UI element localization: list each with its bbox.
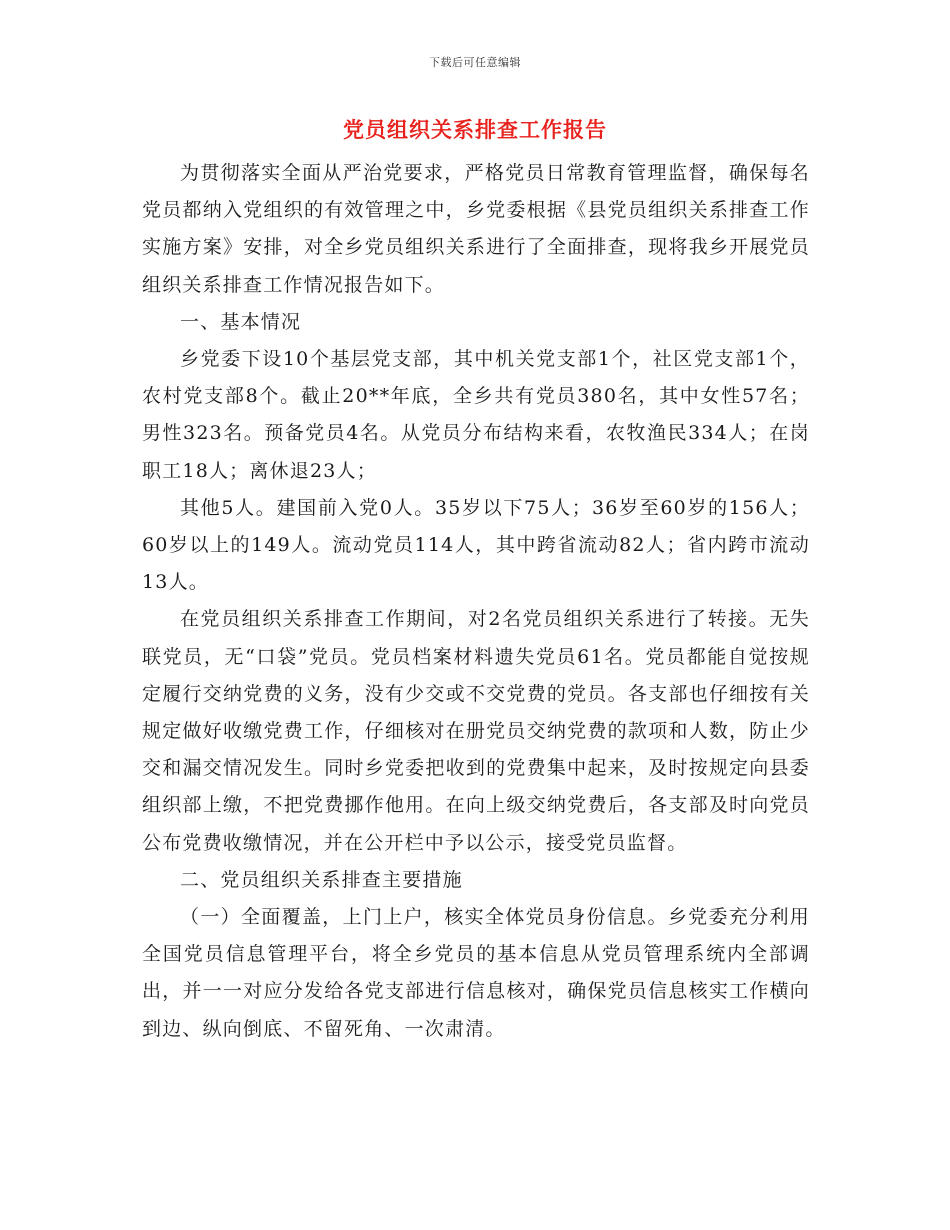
document-title: 党员组织关系排查工作报告 <box>343 117 607 142</box>
header-note: 下载后可任意编辑 <box>429 56 521 69</box>
section-heading-main-measures: 二、党员组织关系排查主要措施 <box>180 868 463 891</box>
document-body <box>142 155 810 1048</box>
section-heading-basic-situation: 一、基本情况 <box>180 310 302 333</box>
measures-paragraph-1: （一）全面覆盖，上门上户，核实全体党员身份信息。乡党委充分利用全国党员信息管理平台，将全乡党员的基本信息从党员管理系统内全部调出，并一一对应分发给各党支部进行信息核对，确保党员信息核实工作横向到边、纵向倒底、不留死角、一次肃清。 <box>142 906 810 1040</box>
basic-situation-paragraph-2: 其他5人。建国前入党0人。35岁以下75人；36岁至60岁的156人；60岁以上的149人。流动党员114人，其中跨省流动82人；省内跨市流动13人。 <box>142 496 810 594</box>
basic-situation-paragraph-3: 在党员组织关系排查工作期间，对2名党员组织关系进行了转接。无失联党员，无“口袋”党员。党员档案材料遗失党员61名。党员都能自觉按规定履行交纳党费的义务，没有少交或不交党费的党员。各支部也仔细按有关规定做好收缴党费工作，仔细核对在册党员交纳党费的款项和人数，防止少交和漏交情况发生。同时乡党委把收到的党费集中起来，及时按规定向县委组织部上缴，不把党费挪作他用。在向上级交纳党费后，各支部及时向党员公布党费收缴情况，并在公开栏中予以公示，接受党员监督。 <box>142 608 810 854</box>
intro-paragraph: 为贯彻落实全面从严治党要求，严格党员日常教育管理监督，确保每名党员都纳入党组织的有效管理之中，乡党委根据《县党员组织关系排查工作实施方案》安排，对全乡党员组织关系进行了全面排查，现将我乡开展党员组织关系排查工作情况报告如下。 <box>142 162 810 296</box>
basic-situation-paragraph-1: 乡党委下设10个基层党支部，其中机关党支部1个，社区党支部1个，农村党支部8个。截止20**年底，全乡共有党员380名，其中女性57名；男性323名。预备党员4名。从党员分布结构来看，农牧渔民334人；在岗职工18人；离休退23人； <box>142 348 810 482</box>
